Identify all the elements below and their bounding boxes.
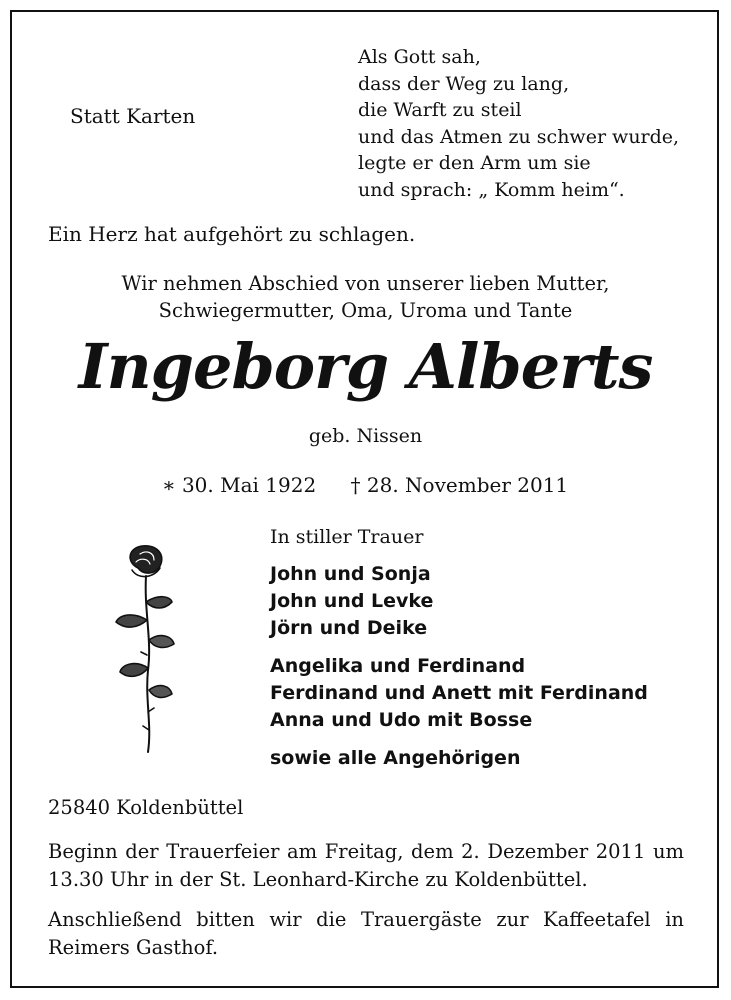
mourner-name: Anna und Udo mit Bosse	[270, 709, 533, 731]
rose-icon	[108, 540, 178, 755]
mourner-closing-line: sowie alle Angehörigen	[270, 747, 521, 769]
reception-info: Anschließend bitten wir die Trauergäste zur Kaffeetafel in Reimers Gasthof.	[48, 908, 684, 959]
intro-text: Ein Herz hat aufgehört zu schlagen.	[48, 222, 416, 246]
funeral-info: Beginn der Trauerfeier am Freitag, dem 2. Dezember 2011 um 13.30 Uhr in der St. Leonhard-Kirche zu Koldenbüttel.	[48, 840, 684, 891]
mourner-name: Ferdinand und Anett mit Ferdinand	[270, 682, 648, 704]
poem-line: und das Atmen zu schwer wurde,	[358, 125, 680, 148]
mourners-closing	[270, 745, 520, 772]
mourning-heading: In stiller Trauer	[270, 526, 424, 548]
birth-date: ∗ 30. Mai 1922	[162, 473, 317, 497]
farewell-line: Schwiegermutter, Oma, Uroma und Tante	[158, 299, 573, 322]
poem-line: legte er den Arm um sie	[358, 152, 591, 174]
mourner-name: Jörn und Deike	[270, 617, 428, 639]
statt-karten-label: Statt Karten	[70, 104, 196, 128]
mourners-group-2	[270, 653, 648, 734]
death-date: † 28. November 2011	[350, 473, 569, 497]
birth-name: geb. Nissen	[308, 425, 423, 447]
farewell-text	[0, 270, 731, 324]
mourner-name: John und Sonja	[270, 563, 431, 585]
farewell-line: Wir nehmen Abschied von unserer lieben Mutter,	[121, 272, 610, 295]
location: 25840 Koldenbüttel	[48, 796, 244, 819]
life-dates	[162, 473, 596, 497]
poem-line: dass der Weg zu lang,	[358, 72, 570, 95]
deceased-name: Ingeborg Alberts	[78, 330, 653, 403]
mourners-group-1	[270, 561, 433, 642]
poem	[358, 44, 679, 203]
poem-line: und sprach: „ Komm heim“.	[358, 178, 625, 201]
mourner-name: Angelika und Ferdinand	[270, 655, 526, 677]
poem-line: Als Gott sah,	[358, 46, 481, 68]
mourner-name: John und Levke	[270, 590, 434, 612]
poem-line: die Warft zu steil	[358, 99, 522, 121]
